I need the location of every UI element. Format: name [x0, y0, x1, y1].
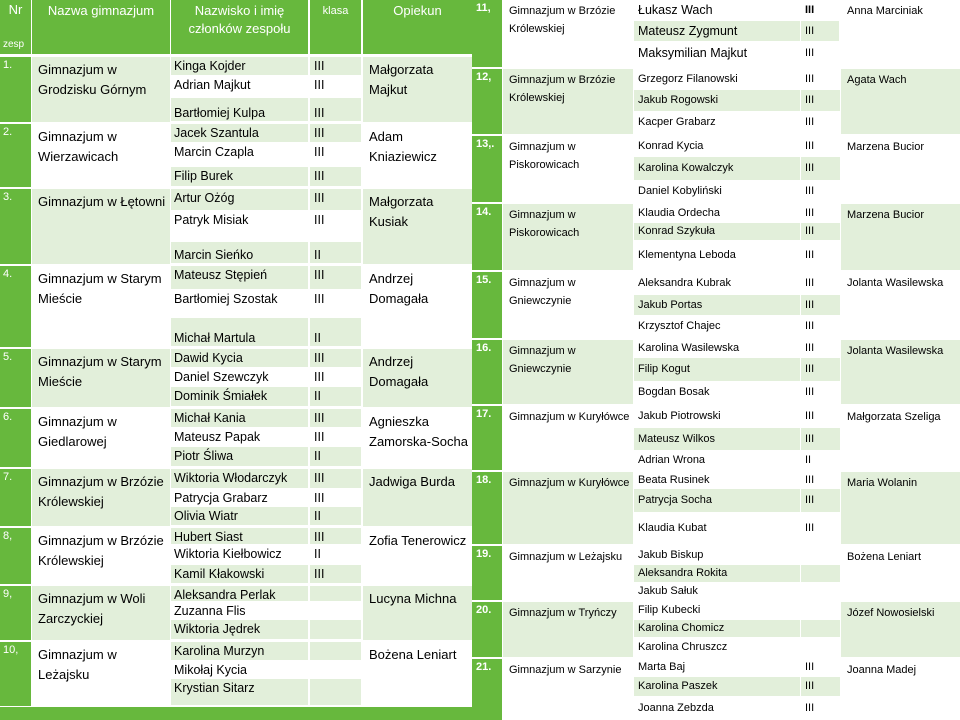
header-school: Nazwa gimnazjum [32, 0, 170, 54]
member-name: Klaudia Ordecha [634, 204, 800, 222]
team-school: Gimnazjum w Kuryłówce [503, 472, 633, 544]
member-name: Marcin Czapla [171, 143, 308, 166]
member-klasa: III [801, 272, 840, 294]
header-members-line1: Nazwisko i imię [194, 3, 285, 18]
member-klasa: III [801, 406, 840, 427]
member-name: Karolina Chruszcz [634, 638, 800, 656]
member-klasa: III [801, 204, 840, 222]
member-name: Olivia Wiatr [171, 507, 308, 525]
member-name: Hubert Siast [171, 528, 308, 544]
member-klasa: II [310, 387, 361, 406]
team-nr: 19. [472, 546, 502, 600]
team-nr: 9, [0, 586, 31, 640]
member-name: Karolina Chomicz [634, 620, 800, 637]
member-name: Kinga Kojder [171, 57, 308, 75]
member-klasa: III [801, 223, 840, 240]
member-name: Dawid Kycia [171, 349, 308, 367]
member-klasa: III [310, 349, 361, 367]
member-klasa [310, 620, 361, 639]
member-name: Dominik Śmiałek [171, 387, 308, 406]
member-name: Adrian Majkut [171, 76, 308, 97]
member-klasa [801, 620, 840, 637]
team-school: Gimnazjum w Grodzisku Górnym [32, 57, 170, 122]
member-name: Adrian Wrona [634, 451, 800, 469]
team-school: Gimnazjum w Brzózie Królewskiej [503, 69, 633, 134]
member-name: Filip Kubecki [634, 602, 800, 619]
team-nr: 21. [472, 659, 502, 720]
member-klasa: III [801, 677, 840, 696]
team-opiekun: Bożena Leniart [841, 546, 960, 600]
member-klasa: III [801, 295, 840, 315]
header-klasa: klasa [310, 0, 361, 54]
header-opiekun: Opiekun [363, 0, 472, 54]
team-school: Gimnazjum w Brzózie Królewskiej [32, 528, 170, 584]
member-klasa: III [801, 513, 840, 543]
member-klasa: III [801, 472, 840, 488]
member-name: Konrad Kycia [634, 136, 800, 156]
member-name: Piotr Śliwa [171, 447, 308, 466]
member-klasa: III [801, 316, 840, 337]
member-name: Daniel Szewczyk [171, 368, 308, 386]
member-klasa: III [310, 98, 361, 121]
member-klasa: III [310, 189, 361, 210]
member-name: Jakub Piotrowski [634, 406, 800, 427]
member-klasa: II [310, 447, 361, 466]
member-name: Artur Ożóg [171, 189, 308, 210]
header-nr [0, 0, 31, 54]
team-nr: 6. [0, 409, 31, 467]
member-klasa: III [310, 428, 361, 446]
member-name: Wiktoria Jędrek [171, 620, 308, 639]
member-klasa: III [801, 382, 840, 403]
member-klasa: III [801, 69, 840, 89]
member-name: Filip Kogut [634, 358, 800, 381]
team-school: Gimnazjum w Giedlarowej [32, 409, 170, 467]
member-name: Krzysztof Chajec [634, 316, 800, 337]
member-name: Zuzanna Flis [171, 602, 308, 619]
member-name: Mateusz Papak [171, 428, 308, 446]
member-klasa: III [801, 42, 840, 65]
member-klasa: III [801, 358, 840, 381]
member-name: Bogdan Bosak [634, 382, 800, 403]
member-klasa: III [801, 136, 840, 156]
team-school: Gimnazjum w Tryńczy [503, 602, 633, 657]
member-name: Mateusz Wilkos [634, 428, 800, 450]
team-nr: 1. [0, 57, 31, 122]
member-klasa: III [310, 57, 361, 75]
member-name: Aleksandra Kubrak [634, 272, 800, 294]
team-opiekun: Andrzej Domagała [363, 349, 472, 407]
member-klasa: III [801, 0, 840, 20]
member-name: Daniel Kobyliński [634, 181, 800, 201]
team-school: Gimnazjum w Starym Mieście [32, 349, 170, 407]
team-nr: 13,. [472, 136, 502, 202]
member-name: Maksymilian Majkut [634, 42, 800, 65]
team-opiekun: Agnieszka Zamorska-Socha [363, 409, 472, 467]
member-klasa: III [310, 211, 361, 241]
member-name: Konrad Szykuła [634, 223, 800, 240]
team-opiekun: Józef Nowosielski [841, 602, 960, 657]
member-klasa: III [801, 659, 840, 676]
header-nr-label: Nr [8, 2, 23, 17]
member-klasa: III [310, 409, 361, 427]
member-name: Karolina Wasilewska [634, 340, 800, 357]
bottom-bar [0, 707, 472, 720]
team-opiekun: Marzena Bucior [841, 204, 960, 270]
member-klasa: III [310, 290, 361, 317]
member-klasa: III [801, 340, 840, 357]
member-klasa: II [801, 451, 840, 469]
member-name: Patryk Misiak [171, 211, 308, 241]
member-klasa: III [801, 241, 840, 269]
member-klasa [310, 586, 361, 601]
member-klasa [801, 565, 840, 582]
member-klasa [801, 583, 840, 599]
team-school: Gimnazjum w Gniewczynie [503, 272, 633, 338]
member-name: Jakub Portas [634, 295, 800, 315]
member-name: Bartłomiej Kulpa [171, 98, 308, 121]
member-name: Karolina Murzyn [171, 642, 308, 660]
member-klasa [310, 661, 361, 678]
team-opiekun: Lucyna Michna [363, 586, 472, 640]
team-opiekun: Anna Marciniak [841, 0, 960, 67]
team-nr: 15. [472, 272, 502, 338]
member-klasa: III [801, 428, 840, 450]
member-name: Klementyna Leboda [634, 241, 800, 269]
team-school: Gimnazjum w Leżajsku [503, 546, 633, 600]
member-klasa: III [801, 697, 840, 719]
member-klasa: III [310, 565, 361, 583]
member-name: Karolina Paszek [634, 677, 800, 696]
team-school: Gimnazjum w Brzózie Królewskiej [503, 0, 633, 67]
member-klasa: II [310, 545, 361, 564]
member-klasa [801, 546, 840, 564]
team-school: Gimnazjum w Leżajsku [32, 642, 170, 706]
member-klasa: III [801, 489, 840, 512]
team-school: Gimnazjum w Piskorowicach [503, 204, 633, 270]
member-name: Kacper Grabarz [634, 112, 800, 133]
team-school: Gimnazjum w Wierzawicach [32, 124, 170, 187]
member-name: Michał Kania [171, 409, 308, 427]
member-name: Karolina Kowalczyk [634, 157, 800, 180]
member-klasa: II [310, 242, 361, 263]
team-nr: 14. [472, 204, 502, 270]
team-opiekun: Małgorzata Majkut [363, 57, 472, 122]
team-opiekun: Jolanta Wasilewska [841, 340, 960, 404]
member-name: Marcin Sieńko [171, 242, 308, 263]
member-klasa: III [801, 157, 840, 180]
team-school: Gimnazjum w Łętowni [32, 189, 170, 264]
member-name: Beata Rusinek [634, 472, 800, 488]
member-klasa: III [801, 181, 840, 201]
team-opiekun: Adam Kniaziewicz [363, 124, 472, 187]
team-nr: 17. [472, 406, 502, 470]
team-school: Gimnazjum w Starym Mieście [32, 266, 170, 347]
member-name: Mikołaj Kycia [171, 661, 308, 678]
member-name: Jakub Rogowski [634, 90, 800, 111]
team-opiekun: Bożena Leniart [363, 642, 472, 706]
member-klasa: III [801, 90, 840, 111]
left-table [0, 0, 472, 720]
member-klasa: III [310, 143, 361, 166]
member-klasa: III [801, 21, 840, 41]
member-klasa: II [310, 507, 361, 525]
team-school: Gimnazjum w Brzózie Królewskiej [32, 469, 170, 526]
team-opiekun: Andrzej Domagała [363, 266, 472, 347]
header-members-line2: członków zespołu [188, 21, 291, 36]
member-name: Joanna Zebzda [634, 697, 800, 719]
highlight-box [632, 0, 841, 68]
team-nr: 16. [472, 340, 502, 404]
team-nr: 5. [0, 349, 31, 407]
header-members [171, 0, 308, 54]
member-klasa: III [310, 167, 361, 186]
member-name: Wiktoria Kiełbowicz [171, 545, 308, 564]
member-name: Aleksandra Rokita [634, 565, 800, 582]
team-opiekun: Zofia Tenerowicz [363, 528, 472, 584]
team-nr: 2. [0, 124, 31, 187]
team-nr: 10, [0, 642, 31, 706]
team-opiekun: Małgorzata Kusiak [363, 189, 472, 264]
member-name: Kamil Kłakowski [171, 565, 308, 583]
member-name: Krystian Sitarz [171, 679, 308, 705]
team-opiekun: Małgorzata Szeliga [841, 406, 960, 470]
member-klasa [801, 602, 840, 619]
team-opiekun: Maria Wolanin [841, 472, 960, 544]
team-school: Gimnazjum w Gniewczynie [503, 340, 633, 404]
team-nr: 18. [472, 472, 502, 544]
header-zesp-label: zesp [3, 39, 25, 50]
team-opiekun: Jadwiga Burda [363, 469, 472, 526]
member-klasa [801, 638, 840, 656]
member-name: Michał Martula [171, 318, 308, 346]
member-name: Grzegorz Filanowski [634, 69, 800, 89]
member-name: Mateusz Zygmunt [634, 21, 800, 41]
team-school: Gimnazjum w Sarzynie [503, 659, 633, 720]
member-klasa: III [310, 266, 361, 289]
team-school: Gimnazjum w Piskorowicach [503, 136, 633, 202]
member-name: Bartłomiej Szostak [171, 290, 308, 317]
member-name: Klaudia Kubat [634, 513, 800, 543]
team-nr: 8, [0, 528, 31, 584]
member-name: Łukasz Wach [634, 0, 800, 20]
team-nr: 4. [0, 266, 31, 347]
member-name: Marta Baj [634, 659, 800, 676]
member-name: Jakub Sałuk [634, 583, 800, 599]
team-school: Gimnazjum w Woli Zarczyckiej [32, 586, 170, 640]
member-name: Filip Burek [171, 167, 308, 186]
member-klasa: III [310, 368, 361, 386]
member-name: Wiktoria Włodarczyk [171, 469, 308, 488]
member-name: Patrycja Socha [634, 489, 800, 512]
member-name: Patrycja Grabarz [171, 489, 308, 506]
member-name: Aleksandra Perlak [171, 586, 308, 601]
member-klasa: III [310, 528, 361, 544]
member-klasa [310, 642, 361, 660]
right-table [472, 0, 960, 720]
team-nr: 11, [472, 0, 502, 67]
team-opiekun: Agata Wach [841, 69, 960, 134]
team-opiekun: Joanna Madej [841, 659, 960, 720]
member-klasa [310, 602, 361, 619]
team-nr: 3. [0, 189, 31, 264]
team-nr: 20. [472, 602, 502, 657]
member-klasa: III [310, 469, 361, 488]
member-name: Jacek Szantula [171, 124, 308, 142]
member-klasa: III [801, 112, 840, 133]
member-name: Mateusz Stępień [171, 266, 308, 289]
member-klasa [310, 679, 361, 705]
team-school: Gimnazjum w Kuryłówce [503, 406, 633, 470]
member-klasa: III [310, 76, 361, 97]
team-opiekun: Marzena Bucior [841, 136, 960, 202]
team-nr: 12, [472, 69, 502, 134]
member-klasa: III [310, 489, 361, 506]
team-nr: 7. [0, 469, 31, 526]
team-opiekun: Jolanta Wasilewska [841, 272, 960, 338]
member-klasa: III [310, 124, 361, 142]
member-klasa: II [310, 318, 361, 346]
member-name: Jakub Biskup [634, 546, 800, 564]
